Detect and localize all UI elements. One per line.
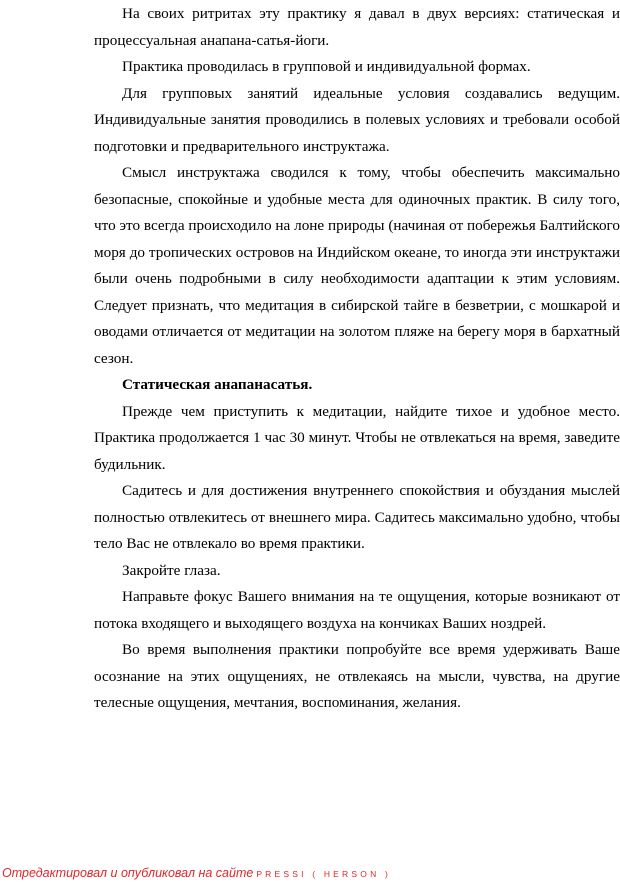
paragraph-forms: Практика проводилась в групповой и индивидуальной формах. <box>122 58 531 75</box>
paragraph-group-sessions: Для групповых занятий идеальные условия создавались ведущим. Индивидуальные занятия проводились в полевых условиях и требовали особой подготовки и предварительного инструктажа. <box>94 84 620 155</box>
paragraph-preparation: Прежде чем приступить к медитации, найдите тихое и удобное место. Практика продолжается 1 час 30 минут. Чтобы не отвлекаться на время, заведите будильник. <box>94 402 620 473</box>
footer-brand[interactable]: PRESSI ( HERSON ) <box>256 869 392 879</box>
footer-credit <box>2 866 391 880</box>
paragraph-focus: Направьте фокус Вашего внимания на те ощущения, которые возникают от потока входящего и выходящего воздуха на кончиках Ваших ноздрей. <box>94 588 620 632</box>
document-page <box>94 0 620 717</box>
section-heading: Статическая анапанасатья. <box>122 376 313 393</box>
paragraph-close-eyes: Закройте глаза. <box>122 561 221 579</box>
paragraph-awareness: Во время выполнения практики попробуйте все время удерживать Ваше осознание на этих ощущениях, не отвлекаясь на мысли, чувства, на другие телесные ощущения, мечтания, воспоминания, желания. <box>94 641 620 711</box>
paragraph-ritrits: На своих ритритах эту практику я давал в двух версиях: статическая и процессуальная анапана-сатья-йоги. <box>94 5 620 49</box>
footer-text: Отредактировал и опубликовал на сайте <box>2 866 254 880</box>
paragraph-sitting: Садитесь и для достижения внутреннего спокойствия и обуздания мыслей полностью отвлекитесь от внешнего мира. Садитесь максимально удобно, чтобы тело Вас не отвлекало во время практики. <box>94 482 620 552</box>
paragraph-instruction: Смысл инструктажа сводился к тому, чтобы обеспечить максимально безопасные, спокойные и удобные места для одиночных практик. В силу того, что это всегда происходило на лоне природы (начиная от побережья Балтийского моря до тропических островов на Индийском океане, то иногда эти инструктажи были очень подробными в силу необходимости адаптации к этим условиям. Следует признать, что медитация в сибирской тайге в безветрии, с мошкарой и оводами отличается от медитации на золотом пляже на берегу моря в бархатный сезон. <box>94 164 620 367</box>
